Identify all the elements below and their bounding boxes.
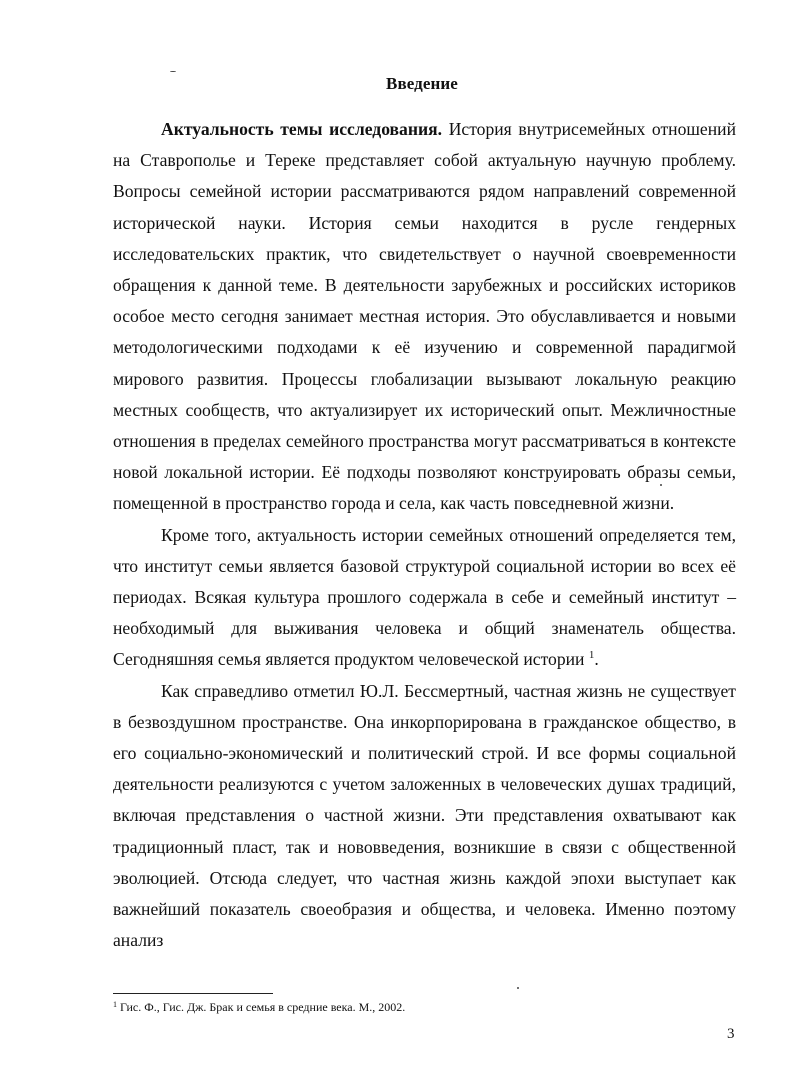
footnote-reference[interactable]: 1: [588, 649, 595, 662]
paragraph-1: [113, 114, 736, 520]
paragraph-3-text: Как справедливо отметил Ю.Л. Бессмертный, частная жизнь не существует в безвоздушном пространстве. Она инкорпорирована в гражданское общество, в его социально-экономический и политический строй. И все формы социальной деятельности реализуются с учетом заложенных в человеческих душах традиций, включая представления о частной жизни. Эти представления охватывают как традиционный пласт, так и нововведения, возникшие в связи с общественной эволюцией. Отсюда следует, что частная жизнь каждой эпохи выступает как важнейший показатель своеобразия и общества, и человека. Именно поэтому анализ: [113, 680, 736, 951]
footnote-text: Гис. Ф., Гис. Дж. Брак и семья в средние века. М., 2002.: [117, 1000, 406, 1014]
paragraph-1-text: История внутрисемейных отношений на Ставрополье и Тереке представляет собой актуальную научную проблему. Вопросы семейной истории рассматриваются рядом направлений современной исторической науки. История семьи находится в русле гендерных исследовательских практик, что свидетельствует о научной своевременности обращения к данной теме. В деятельности зарубежных и российских историков особое место сегодня занимает местная история. Это обуславливается и новыми методологическими подходами к её изучению и современной парадигмой мирового развития. Процессы глобализации вызывают локальную реакцию местных сообществ, что актуализирует их исторический опыт. Межличностные отношения в пределах семейного пространства могут рассматриваться в контексте новой локальной истории. Её подходы позволяют конструировать образы семьи, помещенной в пространство города и села, как часть повседневной жизни.: [113, 119, 736, 514]
paragraph-2-text: Кроме того, актуальность истории семейных отношений определяется тем, что институт семьи является базовой структурой социальной истории во всех её периодах. Всякая культура прошлого содержала в себе и семейный институт – необходимый для выживания человека и общий знаменатель общества. Сегодняшняя семья является продуктом человеческой истории: [113, 524, 736, 670]
page-title: Введение: [386, 74, 458, 93]
body-text: [113, 114, 736, 956]
scan-speck: [170, 71, 176, 72]
footnote-mark: 1: [113, 1000, 117, 1009]
scan-speck: [660, 484, 662, 486]
lead-heading: Актуальность темы исследования.: [161, 119, 443, 139]
paragraph-2: [113, 520, 736, 676]
page-number: 3: [727, 1026, 735, 1042]
footnote: [113, 1000, 405, 1015]
paragraph-2-end: .: [594, 649, 599, 670]
footnote-divider: [113, 993, 273, 994]
scan-speck: [517, 987, 519, 989]
paragraph-3: [113, 676, 736, 957]
